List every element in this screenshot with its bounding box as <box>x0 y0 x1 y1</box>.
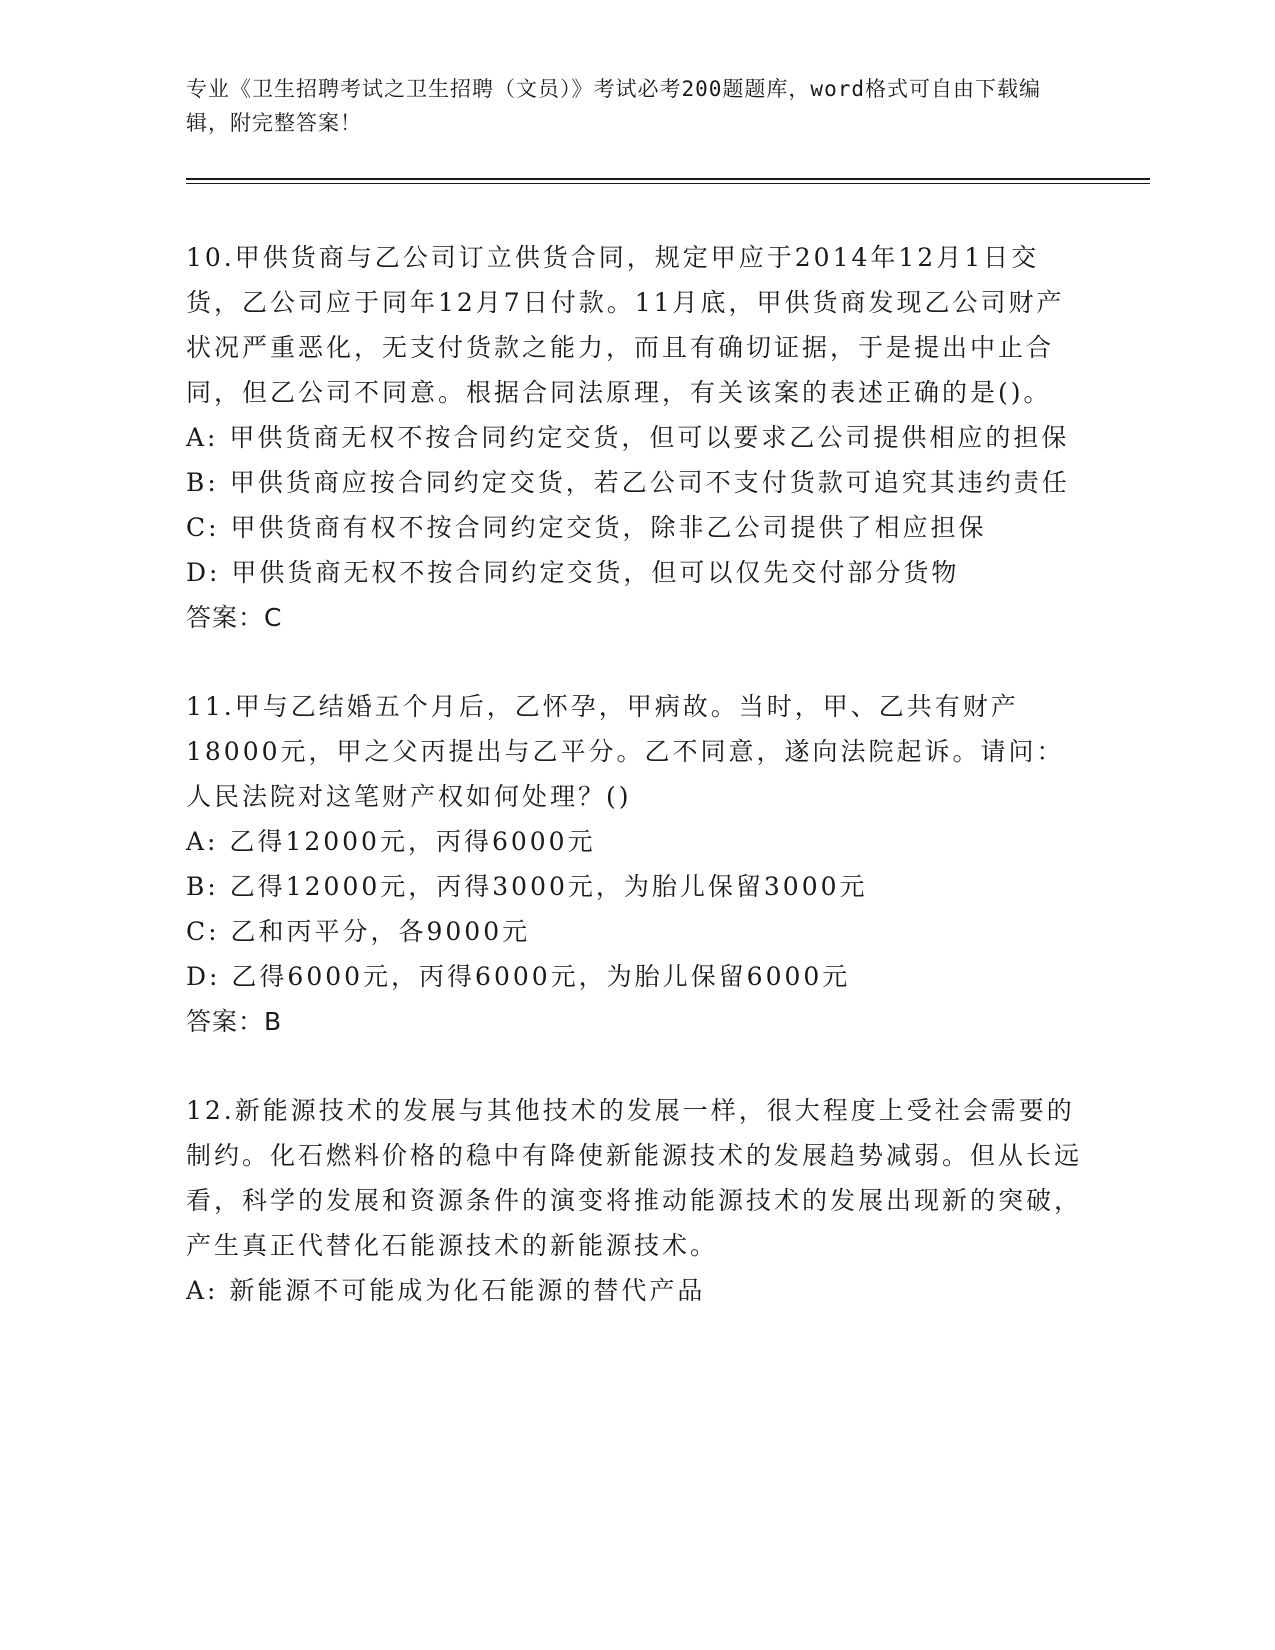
option-a: A: 甲供货商无权不按合同约定交货，但可以要求乙公司提供相应的担保 <box>186 423 1070 452</box>
question-text: 10.甲供货商与乙公司订立供货合同，规定甲应于2014年12月1日交货，乙公司应于同年12月7日付款。11月底，甲供货商发现乙公司财产状况严重恶化，无支付货款之能力，而且有确切证据，于是提出中止合同，但乙公司不同意。根据合同法原理，有关该案的表述正确的是()。 <box>186 243 1065 407</box>
document-header <box>186 72 1066 140</box>
question-text: 12.新能源技术的发展与其他技术的发展一样，很大程度上受社会需要的制约。化石燃料价格的稳中有降使新能源技术的发展趋势减弱。但从长远看，科学的发展和资源条件的演变将推动能源技术的发展出现新的突破，产生真正代替化石能源技术的新能源技术。 <box>186 1096 1083 1260</box>
header-text: 专业《卫生招聘考试之卫生招聘（文员）》考试必考200题题库，word格式可自由下载编辑，附完整答案！ <box>186 77 1041 135</box>
option-b: B: 甲供货商应按合同约定交货，若乙公司不支付货款可追究其违约责任 <box>186 468 1070 497</box>
option-a: A: 乙得12000元，丙得6000元 <box>186 827 596 856</box>
header-rule-thin <box>186 183 1150 184</box>
answer: 答案：B <box>186 1007 283 1036</box>
question-12 <box>186 1088 1086 1313</box>
question-text: 11.甲与乙结婚五个月后，乙怀孕，甲病故。当时，甲、乙共有财产18000元，甲之父丙提出与乙平分。乙不同意，遂向法院起诉。请问：人民法院对这笔财产权如何处理？() <box>186 692 1065 811</box>
header-rule-thick <box>186 178 1150 180</box>
question-11 <box>186 684 1086 1044</box>
option-c: C: 乙和丙平分，各9000元 <box>186 917 531 946</box>
option-d: D: 乙得6000元，丙得6000元，为胎儿保留6000元 <box>186 962 851 991</box>
question-10 <box>186 235 1086 640</box>
question-list <box>186 235 1086 1357</box>
option-a: A: 新能源不可能成为化石能源的替代产品 <box>186 1276 706 1305</box>
answer: 答案：C <box>186 603 283 632</box>
option-d: D: 甲供货商无权不按合同约定交货，但可以仅先交付部分货物 <box>186 558 960 587</box>
option-c: C: 甲供货商有权不按合同约定交货，除非乙公司提供了相应担保 <box>186 513 987 542</box>
option-b: B: 乙得12000元，丙得3000元，为胎儿保留3000元 <box>186 872 868 901</box>
